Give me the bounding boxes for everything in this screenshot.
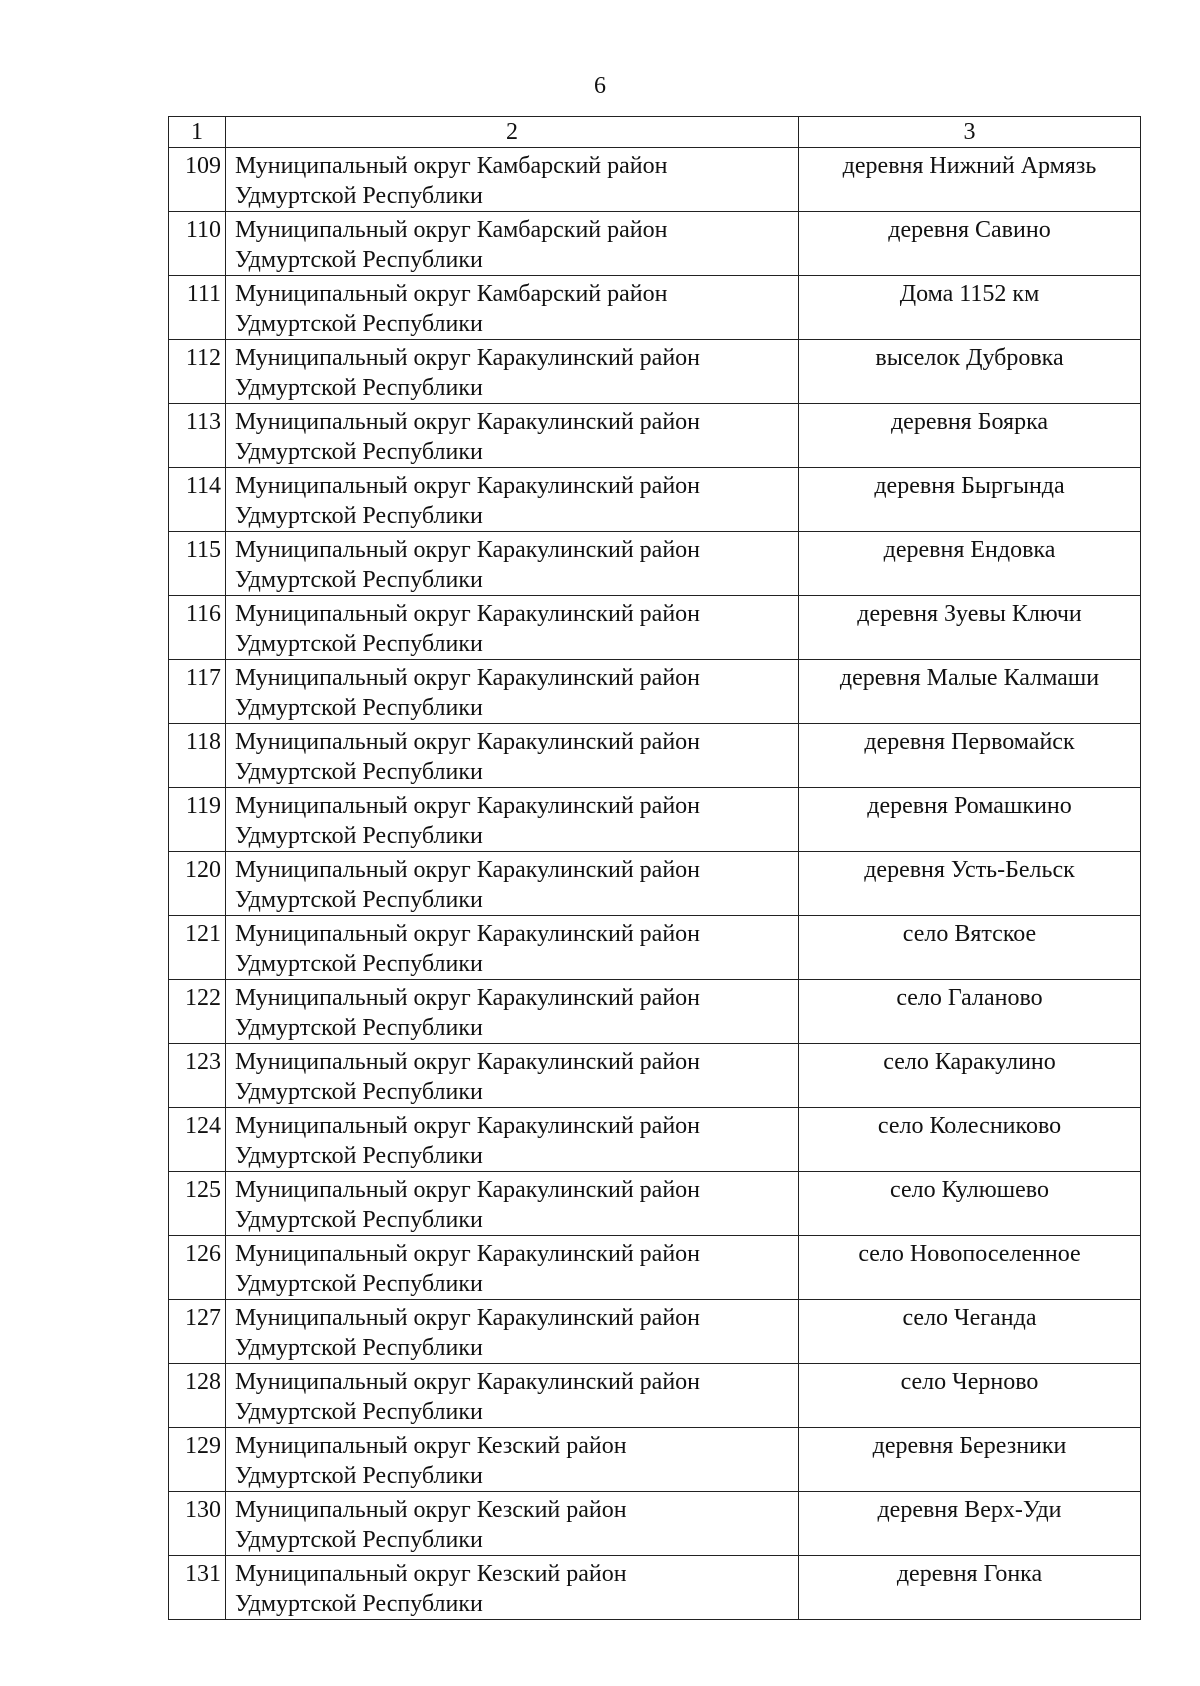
locality-cell: село Новопоселенное [799,1236,1141,1300]
locality-cell: деревня Первомайск [799,724,1141,788]
republic-name: Удмуртской Республики [235,1143,483,1169]
row-number: 110 [169,212,226,276]
republic-name: Удмуртской Республики [235,823,483,849]
locality-cell: Дома 1152 км [799,276,1141,340]
table-header-row [169,117,1141,148]
district-cell [226,532,799,596]
table-row [169,788,1141,852]
locality-cell: деревня Савино [799,212,1141,276]
district-name: Муниципальный округ Каракулинский район [235,1305,701,1331]
table-row [169,1492,1141,1556]
locality-cell: деревня Боярка [799,404,1141,468]
district-cell [226,276,799,340]
locality-cell: деревня Березники [799,1428,1141,1492]
republic-name: Удмуртской Республики [235,1271,483,1297]
district-cell [226,1108,799,1172]
district-name: Муниципальный округ Каракулинский район [235,1049,701,1075]
locality-cell: деревня Нижний Армязь [799,148,1141,212]
table-row [169,1172,1141,1236]
settlements-table [168,116,1141,1620]
district-name: Муниципальный округ Каракулинский район [235,1241,701,1267]
table-row [169,1428,1141,1492]
republic-name: Удмуртской Республики [235,1527,483,1553]
district-cell [226,1556,799,1620]
table-row [169,852,1141,916]
row-number: 129 [169,1428,226,1492]
table-row [169,148,1141,212]
row-number: 114 [169,468,226,532]
district-name: Муниципальный округ Каракулинский район [235,729,701,755]
table-row [169,596,1141,660]
district-cell [226,852,799,916]
locality-cell: деревня Верх-Уди [799,1492,1141,1556]
locality-cell: деревня Зуевы Ключи [799,596,1141,660]
row-number: 122 [169,980,226,1044]
republic-name: Удмуртской Республики [235,759,483,785]
locality-cell: село Кулюшево [799,1172,1141,1236]
republic-name: Удмуртской Республики [235,1399,483,1425]
row-number: 113 [169,404,226,468]
republic-name: Удмуртской Республики [235,631,483,657]
table-row [169,1044,1141,1108]
district-cell [226,340,799,404]
district-cell [226,1172,799,1236]
row-number: 124 [169,1108,226,1172]
locality-cell: село Черново [799,1364,1141,1428]
row-number: 130 [169,1492,226,1556]
table-row [169,468,1141,532]
republic-name: Удмуртской Республики [235,887,483,913]
table-row [169,1364,1141,1428]
district-name: Муниципальный округ Кезский район [235,1497,627,1523]
row-number: 123 [169,1044,226,1108]
district-name: Муниципальный округ Каракулинский район [235,1113,701,1139]
district-cell [226,596,799,660]
republic-name: Удмуртской Республики [235,1591,483,1617]
district-cell [226,1492,799,1556]
district-cell [226,1044,799,1108]
locality-cell: село Чеганда [799,1300,1141,1364]
table-row [169,1108,1141,1172]
district-name: Муниципальный округ Каракулинский район [235,1369,701,1395]
row-number: 119 [169,788,226,852]
locality-cell: выселок Дубровка [799,340,1141,404]
district-cell [226,916,799,980]
row-number: 128 [169,1364,226,1428]
table-row [169,916,1141,980]
row-number: 109 [169,148,226,212]
district-cell [226,980,799,1044]
row-number: 131 [169,1556,226,1620]
table-row [169,1556,1141,1620]
republic-name: Удмуртской Республики [235,503,483,529]
row-number: 120 [169,852,226,916]
republic-name: Удмуртской Республики [235,183,483,209]
republic-name: Удмуртской Республики [235,311,483,337]
locality-cell: деревня Ендовка [799,532,1141,596]
district-cell [226,1236,799,1300]
table-row [169,1300,1141,1364]
district-cell [226,404,799,468]
row-number: 115 [169,532,226,596]
locality-cell: село Колесниково [799,1108,1141,1172]
district-name: Муниципальный округ Каракулинский район [235,793,701,819]
row-number: 126 [169,1236,226,1300]
district-name: Муниципальный округ Каракулинский район [235,921,701,947]
district-name: Муниципальный округ Каракулинский район [235,857,701,883]
republic-name: Удмуртской Республики [235,247,483,273]
district-name: Муниципальный округ Каракулинский район [235,665,701,691]
locality-cell: деревня Усть-Бельск [799,852,1141,916]
republic-name: Удмуртской Республики [235,567,483,593]
district-name: Муниципальный округ Каракулинский район [235,1177,701,1203]
district-name: Муниципальный округ Каракулинский район [235,601,701,627]
district-name: Муниципальный округ Каракулинский район [235,985,701,1011]
table-row [169,340,1141,404]
table-row [169,532,1141,596]
district-name: Муниципальный округ Кезский район [235,1433,627,1459]
locality-cell: деревня Ромашкино [799,788,1141,852]
row-number: 127 [169,1300,226,1364]
district-name: Муниципальный округ Камбарский район [235,281,668,307]
district-cell [226,1364,799,1428]
row-number: 125 [169,1172,226,1236]
district-name: Муниципальный округ Каракулинский район [235,537,701,563]
republic-name: Удмуртской Республики [235,1079,483,1105]
column-header-2: 2 [226,117,799,148]
locality-cell: деревня Быргында [799,468,1141,532]
district-name: Муниципальный округ Камбарский район [235,153,668,179]
locality-cell: деревня Гонка [799,1556,1141,1620]
row-number: 111 [169,276,226,340]
republic-name: Удмуртской Республики [235,1015,483,1041]
republic-name: Удмуртской Республики [235,1207,483,1233]
republic-name: Удмуртской Республики [235,951,483,977]
page-number: 6 [594,73,606,99]
row-number: 117 [169,660,226,724]
row-number: 112 [169,340,226,404]
table-row [169,276,1141,340]
district-name: Муниципальный округ Каракулинский район [235,345,701,371]
district-cell [226,212,799,276]
republic-name: Удмуртской Республики [235,1463,483,1489]
locality-cell: село Вятское [799,916,1141,980]
district-name: Муниципальный округ Каракулинский район [235,473,701,499]
row-number: 116 [169,596,226,660]
district-cell [226,724,799,788]
column-header-3: 3 [799,117,1141,148]
table-row [169,212,1141,276]
district-cell [226,1300,799,1364]
locality-cell: деревня Малые Калмаши [799,660,1141,724]
row-number: 121 [169,916,226,980]
table-row [169,660,1141,724]
district-cell [226,148,799,212]
table-body [169,148,1141,1620]
table-row [169,724,1141,788]
row-number: 118 [169,724,226,788]
table-row [169,980,1141,1044]
republic-name: Удмуртской Республики [235,1335,483,1361]
locality-cell: село Каракулино [799,1044,1141,1108]
district-name: Муниципальный округ Кезский район [235,1561,627,1587]
republic-name: Удмуртской Республики [235,695,483,721]
district-cell [226,660,799,724]
republic-name: Удмуртской Республики [235,375,483,401]
district-cell [226,788,799,852]
district-name: Муниципальный округ Каракулинский район [235,409,701,435]
district-cell [226,1428,799,1492]
locality-cell: село Галаново [799,980,1141,1044]
table-row [169,1236,1141,1300]
district-name: Муниципальный округ Камбарский район [235,217,668,243]
republic-name: Удмуртской Республики [235,439,483,465]
column-header-1: 1 [169,117,226,148]
table-row [169,404,1141,468]
district-cell [226,468,799,532]
